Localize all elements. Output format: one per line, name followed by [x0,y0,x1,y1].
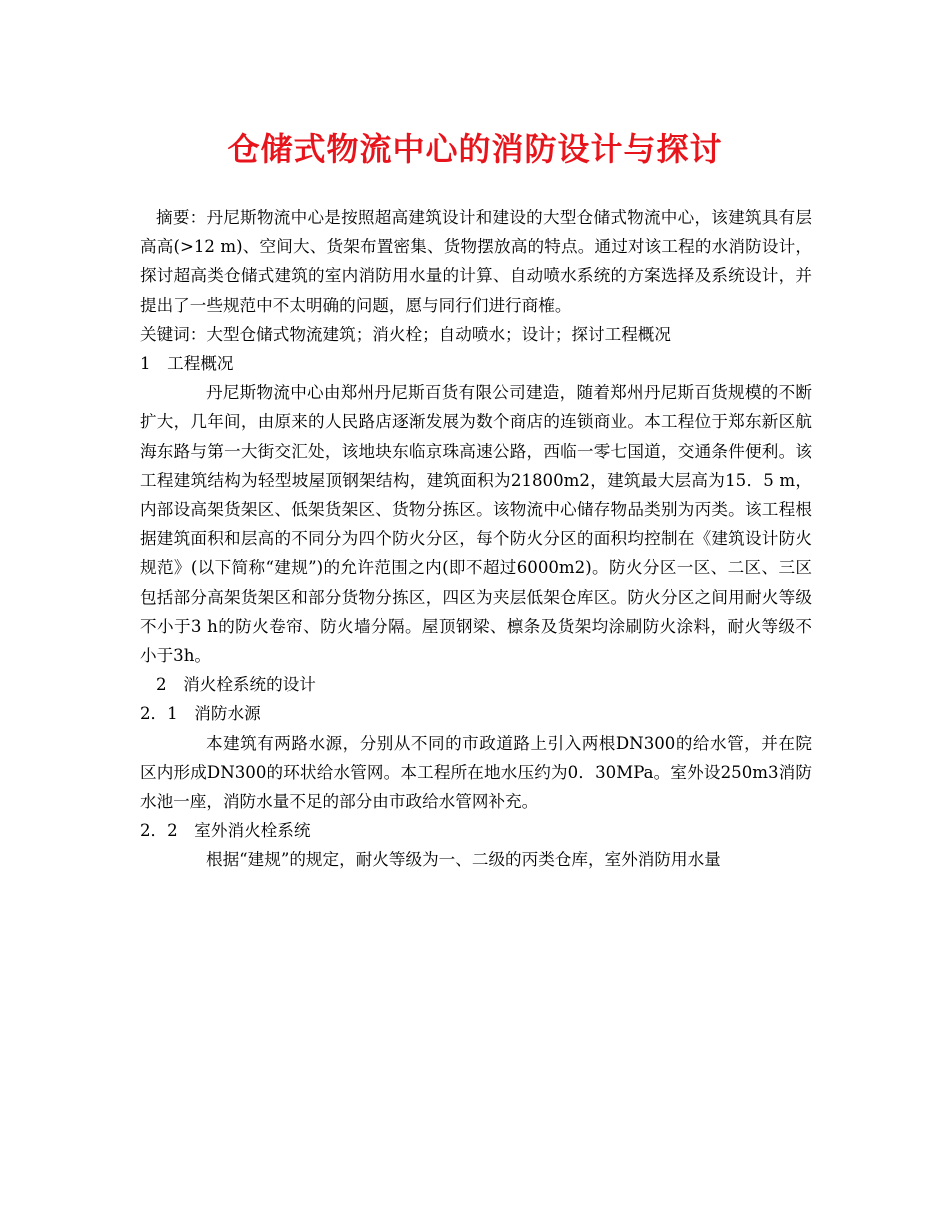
keywords-line: 关键词：大型仓储式物流建筑；消火栓；自动喷水；设计；探讨工程概况 [140,324,671,344]
document-title: 仓储式物流中心的消防设计与探讨 [227,130,723,168]
section-2-1-heading: 2．1 消防水源 [140,704,261,724]
section-1-paragraph: 丹尼斯物流中心由郑州丹尼斯百货有限公司建造，随着郑州丹尼斯百货规模的不断扩大，几年间，由原来的人民路店逐渐发展为数个商店的连锁商业。本工程位于郑东新区航海东路与第一大街交汇处，该地块东临京珠高速公路，西临一零七国道，交通条件便利。该工程建筑结构为轻型坡屋顶钢架结构，建筑面积为21800m2，建筑最大层高为15．5 m，内部设高架货架区、低架货架区、货物分拣区。该物流中心储存物品类别为丙类。该工程根据建筑面积和层高的不同分为四个防火分区，每个防火分区的面积均控制在《建筑设计防火规范》(以下简称“建规”)的允许范围之内(即不超过6000m2)。防火分区一区、二区、三区包括部分高架货架区和部分货物分拣区，四区为夹层低架仓库区。防火分区之间用耐火等级不小于3 h的防火卷帘、防火墙分隔。屋顶钢梁、檩条及货架均涂刷防火涂料，耐火等级不小于3h。 [140,383,812,666]
section-2-heading: 2 消火栓系统的设计 [156,675,316,695]
abstract-paragraph: 摘要：丹尼斯物流中心是按照超高建筑设计和建设的大型仓储式物流中心，该建筑具有层高高(>12 m)、空间大、货架布置密集、货物摆放高的特点。通过对该工程的水消防设计，探讨超高类仓储式建筑的室内消防用水量的计算、自动喷水系统的方案选择及系统设计，并提出了一些规范中不太明确的问题，愿与同行们进行商榷。 [140,208,812,315]
section-2-2-paragraph: 根据“建规”的规定，耐火等级为一、二级的丙类仓库，室外消防用水量 [206,850,721,870]
section-2-1-paragraph: 本建筑有两路水源，分别从不同的市政道路上引入两根DN300的给水管，并在院区内形成DN300的环状给水管网。本工程所在地水压约为0．30MPa。室外设250m3消防水池一座，消防水量不足的部分由市政给水管网补充。 [140,733,812,812]
document-body [140,203,812,875]
section-2-2-heading: 2．2 室外消火栓系统 [140,821,311,841]
section-1-heading: 1 工程概况 [140,354,234,374]
